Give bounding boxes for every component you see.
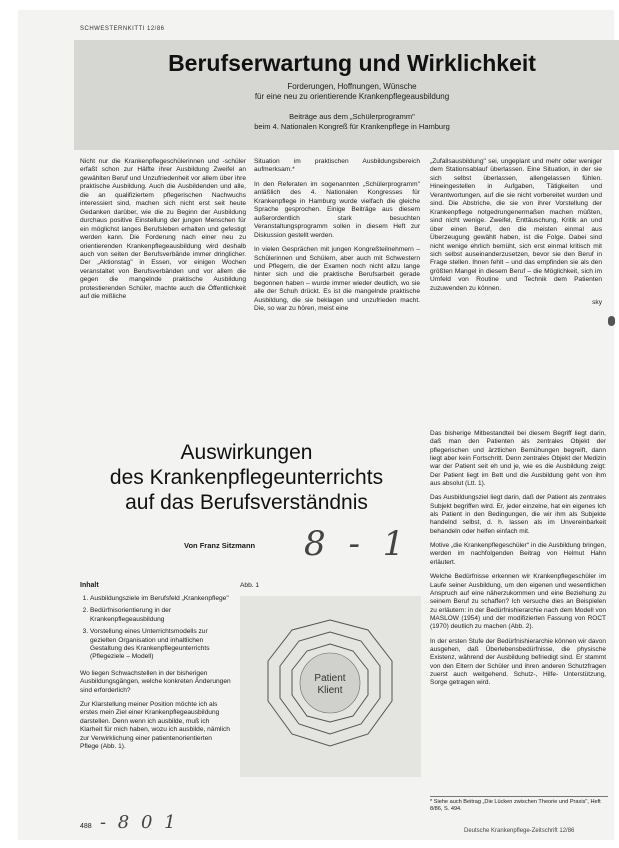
article2-paragraph: Das bisherige Mitbestandteil bei diesem Begriff liegt darin, daß man den Patienten als zentrales Objekt der pflegerischen und ärztlichen Bemühungen begreift, dann liegt aber kein Fortschritt. Denn zentrales Objekt der Medizin war der Patient seit eh und je, wie es die Ausbildung zeigt: Der Patient liegt im Bett und die Ausbildung geht von ihm aus absolut (Ltt. 1). bbox=[430, 430, 606, 488]
article2-author: Von Franz Sitzmann bbox=[184, 541, 256, 550]
article2-title-line-1: Auswirkungen bbox=[180, 441, 313, 464]
journal-footer: Deutsche Krankenpflege-Zeitschrift 12/86 bbox=[464, 828, 575, 834]
article1-column-1 bbox=[80, 158, 246, 308]
handwritten-annotation: 8 - 1 bbox=[304, 524, 411, 564]
toc-list bbox=[80, 595, 232, 662]
subtitle-line-2: für eine neu zu orientierende Krankenpflegeausbildung bbox=[254, 92, 450, 101]
article-title: Berufserwartung und Wirklichkeit bbox=[168, 50, 536, 76]
toc-heading: Inhalt bbox=[80, 582, 99, 589]
header-band bbox=[74, 40, 619, 150]
article2-right-column bbox=[430, 430, 606, 694]
article2-intro-paragraph: Zur Klarstellung meiner Position möchte ich als erstes mein Ziel einer Krankenpflegeausbildung darstellen. Denn wenn ich ausbilde, muß ich Klarheit für mich haben, wozu ich ausbilde, nämlich zur Verwirklichung einer patientenorientierten Pflege (Abb. 1). bbox=[80, 701, 230, 751]
article1-paragraph: Situation im praktischen Ausbildungsbereich aufmerksam.* bbox=[254, 158, 420, 174]
figure-center-label-1: Patient bbox=[314, 673, 346, 684]
article1-paragraph: In den Referaten im sogenannten „Schülerprogramm" anläßlich des 4. Nationalen Kongresses für Krankenpflege in Hamburg wurde vielfach die gleiche Sprache gesprochen. Einige Beiträge aus diesem außerordentlich stark besuchten Veranstaltungsprogramm sollen in diesem Heft zur Diskussion gestellt werden. bbox=[254, 180, 420, 239]
figure-center-label-2: Klient bbox=[317, 685, 343, 696]
toc-block bbox=[80, 595, 232, 752]
figure-1 bbox=[240, 596, 421, 777]
article2-paragraph: Das Ausbildungsziel liegt darin, daß der Patient als zentrales Subjekt begriffen wird. Er, jeder einzelne, hat ein eigenes Ich als Patient in den Bedingungen, die wir ihm als Subjekte handelnd selbst, d. h. lassen als im Unvereinbarkeit behandeln oder helfen einfach mit. bbox=[430, 494, 606, 535]
article2-title-line-3: auf das Berufsverständnis bbox=[125, 491, 368, 514]
article1-column-3 bbox=[430, 158, 602, 308]
article2-paragraph: Welche Bedürfnisse erkennen wir Krankenpflegeschüler im Laufe seiner Ausbildung, um den eigenen und wesentlichen Anspruch auf eine näherzukommen und eine Beziehung zu seinem Beruf zu schaffen? Ich versuche dies an Beispielen zu erläutern: in der Bedürfnishierarchie nach dem Modell von MASLOW (1954) und der modifizierten Fassung von ROCT (1970) deutlich zu machen (Abb. 2). bbox=[430, 573, 606, 631]
article1-paragraph: Nicht nur die Krankenpflegeschülerinnen und -schüler erfaßt schon zur Hälfte ihrer Ausbildung Zweifel an gewählten Beruf und Unzufriedenheit vor allem über ihre praktische Ausbildung. Auch die Ausbildenden und alle, die an qualifiziertem pflegerischen Nachwuchs interessiert sind, machen sich nicht erst seit heute Gedanken darüber, wie die zu Beginn der Ausbildung durchaus positive Einstellung der jungen Menschen für ein möglichst langes Berufsleben erhalten und gefestigt werden kann. Die Forderung nach einer neu zu orientierenden Krankenpflegeausbildung wird deshalb auch von seiten der Berufsverbände immer dringlicher. Der „Aktionstag" in Essen, vor einigen Wochen veranstaltet von Berufsverbänden und vor allem die gegen die mangelnde praktische Ausbildung protestierenden Schüler, machte auch die Öffentlichkeit auf die mißliche bbox=[80, 158, 246, 301]
punch-hole-mark bbox=[608, 316, 615, 326]
article1-paragraph: In vielen Gesprächen mit jungen Kongreßteilnehmern – Schülerinnen und Schülern, aber auch mit Schwestern und Pflegern, die der Examen noch nicht allzu lange hinter sich und die praktische Berufsarbeit gerade begonnen haben – wurde immer wieder deutlich, wo sie alle der Schuh drückt. Es ist die mangelnde praktische Ausbildung, die sie beklagen und unzufrieden macht. Die, so war zu hören, meist eine bbox=[254, 246, 420, 313]
credit-line-1: Beiträge aus dem „Schülerprogramm" bbox=[289, 112, 415, 121]
toc-item: 1. Ausbildungsziele im Berufsfeld „Krankenpflege" bbox=[90, 595, 232, 603]
article2-intro-question: Wo liegen Schwachstellen in der bisherigen Ausbildungsgängen, welche konkreten Änderungen sind erforderlich? bbox=[80, 669, 231, 694]
article2-paragraph: Motive „die Krankenpflegeschüler“ in die Ausbildung bringen, werden im nachfolgenden Beitrag von Helmut Hahn erläutert. bbox=[430, 542, 606, 566]
figure-1-diagram bbox=[240, 596, 421, 777]
article1-signature: sky bbox=[592, 299, 602, 307]
footnote: * Siehe auch Beitrag „Die Lücken zwischen Theorie und Praxis", Heft 8/86, S. 494. bbox=[430, 796, 608, 813]
figure-caption: Abb. 1 bbox=[240, 582, 260, 589]
article-subtitle bbox=[74, 82, 619, 102]
article-credit bbox=[74, 112, 619, 132]
toc-item: 3. Vorstellung eines Unterrichtsmodells zur gezielten Organisation und inhaltlichen Gestaltung des Krankenpflegeunterrichts (Pflegeziele – Modell) bbox=[90, 628, 232, 662]
scanned-page bbox=[18, 10, 614, 840]
subtitle-line-1: Forderungen, Hoffnungen, Wünsche bbox=[287, 82, 417, 91]
article1-paragraph: „Zufallsausbildung" sei, ungeplant und mehr oder weniger dem Stationsablauf überlassen. Eine Situation, in der sie sich selbst überlassen, allengelassen fühlen. Hineingestellen in Aufgaben, Tätigkeiten und Verantwortungen, auf die sie nicht vorbereitet wurden und sind. Die Abstriche, die sie von ihrer Vorstellung der Krankenpflege notgedrungenermaßen machen müßten, sind nicht wenige. Zweifel, Enttäuschung, Kritik an und über einen Beruf, den die meisten einmal aus Überzeugung gewählt haben, ist die Folge. Dabei sind nicht wenige ehrlich bemüht, sich erst einmal kritisch mit sich selbst auseinanderzusetzen, bevor sie den Beruf in Frage stellen. Ihnen fehlt – und das empfinden sie als den größten Mangel in diesem Beruf – die Möglichkeit, sich im Umfeld von Routine und Technik dem Patienten zuzuwenden zu können. bbox=[430, 158, 602, 292]
article1-column-2 bbox=[254, 158, 420, 320]
toc-item: 2. Bedürfnisorientierung in der Krankenpflegeausbildung bbox=[90, 607, 232, 624]
credit-line-2: beim 4. Nationalen Kongreß für Krankenpflege in Hamburg bbox=[254, 122, 450, 131]
article2-title bbox=[74, 440, 419, 515]
page-number: 488 bbox=[80, 823, 92, 830]
running-head: SCHWESTERNKITTI 12/86 bbox=[80, 26, 165, 32]
article2-title-line-2: des Krankenpflegeunterrichts bbox=[109, 466, 384, 489]
article2-paragraph: In der ersten Stufe der Bedürfnishierarchie können wir davon ausgehen, daß Überlebensbedürfnisse, die physische Existenz, während der Ausbildung befriedigt sind. Er stammt von den Eltern der Schüler und ihren anderen Schutzfragen zuerst auch weitgehend. Schutz-, Hilfe- Unterstützung, Sorge getragen wird. bbox=[430, 637, 606, 687]
handwritten-page-mark: - 8 0 1 bbox=[100, 812, 179, 833]
